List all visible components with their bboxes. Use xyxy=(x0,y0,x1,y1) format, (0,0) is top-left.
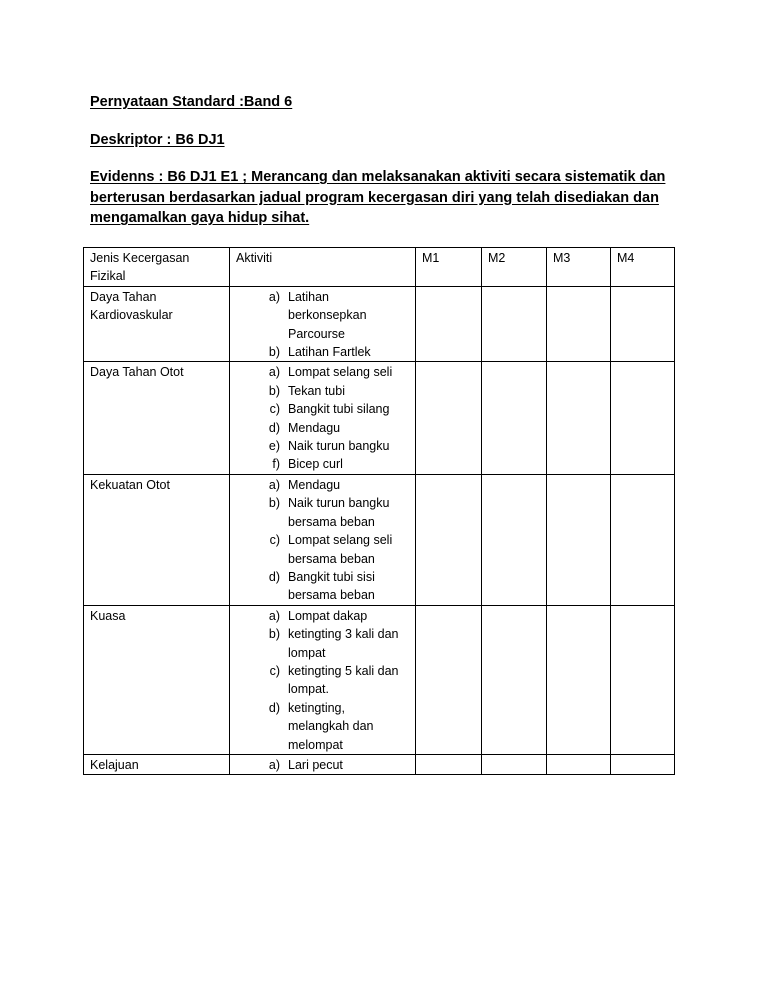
activity-item-marker: b) xyxy=(268,383,280,398)
activity-item xyxy=(230,419,409,437)
activity-item-marker: d) xyxy=(268,569,280,584)
activity-list-cell xyxy=(230,474,416,605)
activity-item-text: Mendagu xyxy=(288,420,341,435)
activity-item xyxy=(230,756,409,774)
score-cell-m4[interactable] xyxy=(611,362,675,474)
activity-item xyxy=(230,531,409,568)
table-row xyxy=(84,286,675,362)
evidence-heading: Evidenns : B6 DJ1 E1 ; Merancang dan melaksanakan aktiviti secara sistematik dan berterusan berdasarkan jadual program kecergasan diri yang telah disediakan dan mengamalkan gaya hidup sihat. xyxy=(90,169,666,226)
score-cell-m3[interactable] xyxy=(547,605,611,754)
activity-item-marker: e) xyxy=(268,439,280,454)
activity-item-text: Bangkit tubi silang xyxy=(288,402,390,417)
score-cell-m3[interactable] xyxy=(547,286,611,362)
activity-item-text: Bicep curl xyxy=(288,457,343,472)
activity-item xyxy=(230,382,409,400)
score-cell-m1[interactable] xyxy=(416,754,482,774)
score-cell-m3[interactable] xyxy=(547,362,611,474)
activity-item-text: Mendagu xyxy=(288,477,341,492)
activity-item-marker: b) xyxy=(268,627,280,642)
activity-item xyxy=(230,625,409,662)
score-cell-m3[interactable] xyxy=(547,474,611,605)
activity-item-text: Bangkit tubi sisi bersama beban xyxy=(288,569,375,603)
activity-item-marker: a) xyxy=(268,477,280,492)
header-m3: M3 xyxy=(547,248,611,287)
fitness-activity-table xyxy=(83,247,675,775)
table-row xyxy=(84,605,675,754)
header-m2: M2 xyxy=(482,248,547,287)
activity-item xyxy=(230,400,409,418)
activity-list-cell xyxy=(230,362,416,474)
activity-item xyxy=(230,437,409,455)
activity-item xyxy=(230,363,409,381)
score-cell-m3[interactable] xyxy=(547,754,611,774)
score-cell-m4[interactable] xyxy=(611,754,675,774)
score-cell-m2[interactable] xyxy=(482,362,547,474)
activity-item-marker: f) xyxy=(272,457,280,472)
activity-list-cell xyxy=(230,286,416,362)
activity-item-marker: a) xyxy=(268,757,280,772)
activity-item-marker: a) xyxy=(268,289,280,304)
activity-list-cell xyxy=(230,754,416,774)
table-row xyxy=(84,754,675,774)
activity-item xyxy=(230,662,409,699)
score-cell-m2[interactable] xyxy=(482,605,547,754)
header-m1: M1 xyxy=(416,248,482,287)
activity-item xyxy=(230,568,409,605)
activity-item-marker: b) xyxy=(268,345,280,360)
descriptor-heading: Deskriptor : B6 DJ1 xyxy=(90,132,225,148)
activity-item-marker: a) xyxy=(268,365,280,380)
table-header-row xyxy=(84,248,675,287)
activity-item-text: Naik turun bangku xyxy=(288,439,390,454)
fitness-category-cell: Kekuatan Otot xyxy=(84,474,230,605)
activity-item xyxy=(230,455,409,473)
activity-list xyxy=(230,476,409,605)
activity-list xyxy=(230,288,409,362)
activity-item xyxy=(230,699,409,754)
activity-item-text: Tekan tubi xyxy=(288,383,345,398)
activity-item-marker: d) xyxy=(268,700,280,715)
activity-item xyxy=(230,476,409,494)
activity-item-text: Lari pecut xyxy=(288,757,343,772)
activity-item-marker: a) xyxy=(268,608,280,623)
score-cell-m4[interactable] xyxy=(611,605,675,754)
score-cell-m1[interactable] xyxy=(416,474,482,605)
score-cell-m1[interactable] xyxy=(416,605,482,754)
table-row xyxy=(84,474,675,605)
fitness-category-cell: Daya Tahan Otot xyxy=(84,362,230,474)
activity-item-text: Latihan Fartlek xyxy=(288,345,371,360)
activity-item-text: ketingting, melangkah dan melompat xyxy=(288,700,374,752)
activity-item-text: Latihan berkonsepkan Parcourse xyxy=(288,289,367,341)
header-jenis-kecergasan: Jenis Kecergasan Fizikal xyxy=(84,248,230,287)
fitness-category-cell: Kelajuan xyxy=(84,754,230,774)
activity-list xyxy=(230,756,409,774)
score-cell-m2[interactable] xyxy=(482,474,547,605)
header-m4: M4 xyxy=(611,248,675,287)
activity-list xyxy=(230,363,409,473)
activity-item xyxy=(230,494,409,531)
score-cell-m1[interactable] xyxy=(416,362,482,474)
activity-list-cell xyxy=(230,605,416,754)
activity-item-marker: c) xyxy=(269,402,280,417)
score-cell-m2[interactable] xyxy=(482,754,547,774)
activity-item-marker: c) xyxy=(269,663,280,678)
score-cell-m4[interactable] xyxy=(611,286,675,362)
activity-item xyxy=(230,607,409,625)
table-row xyxy=(84,362,675,474)
activity-item-text: Lompat selang seli xyxy=(288,365,393,380)
activity-item-marker: d) xyxy=(268,420,280,435)
activity-item-marker: c) xyxy=(269,533,280,548)
activity-item-text: Naik turun bangku bersama beban xyxy=(288,496,390,529)
activity-item xyxy=(230,343,409,361)
fitness-category-cell: Daya Tahan Kardiovaskular xyxy=(84,286,230,362)
standard-heading: Pernyataan Standard :Band 6 xyxy=(90,94,293,110)
activity-item-text: ketingting 3 kali dan lompat xyxy=(288,627,399,660)
score-cell-m4[interactable] xyxy=(611,474,675,605)
score-cell-m1[interactable] xyxy=(416,286,482,362)
activity-item-text: Lompat selang seli bersama beban xyxy=(288,533,393,566)
activity-item-text: Lompat dakap xyxy=(288,608,368,623)
activity-item-text: ketingting 5 kali dan lompat. xyxy=(288,663,399,697)
table-body xyxy=(84,286,675,775)
score-cell-m2[interactable] xyxy=(482,286,547,362)
header-aktiviti: Aktiviti xyxy=(230,248,416,287)
activity-item-marker: b) xyxy=(268,496,280,511)
activity-item xyxy=(230,288,409,343)
fitness-category-cell: Kuasa xyxy=(84,605,230,754)
activity-list xyxy=(230,607,409,754)
